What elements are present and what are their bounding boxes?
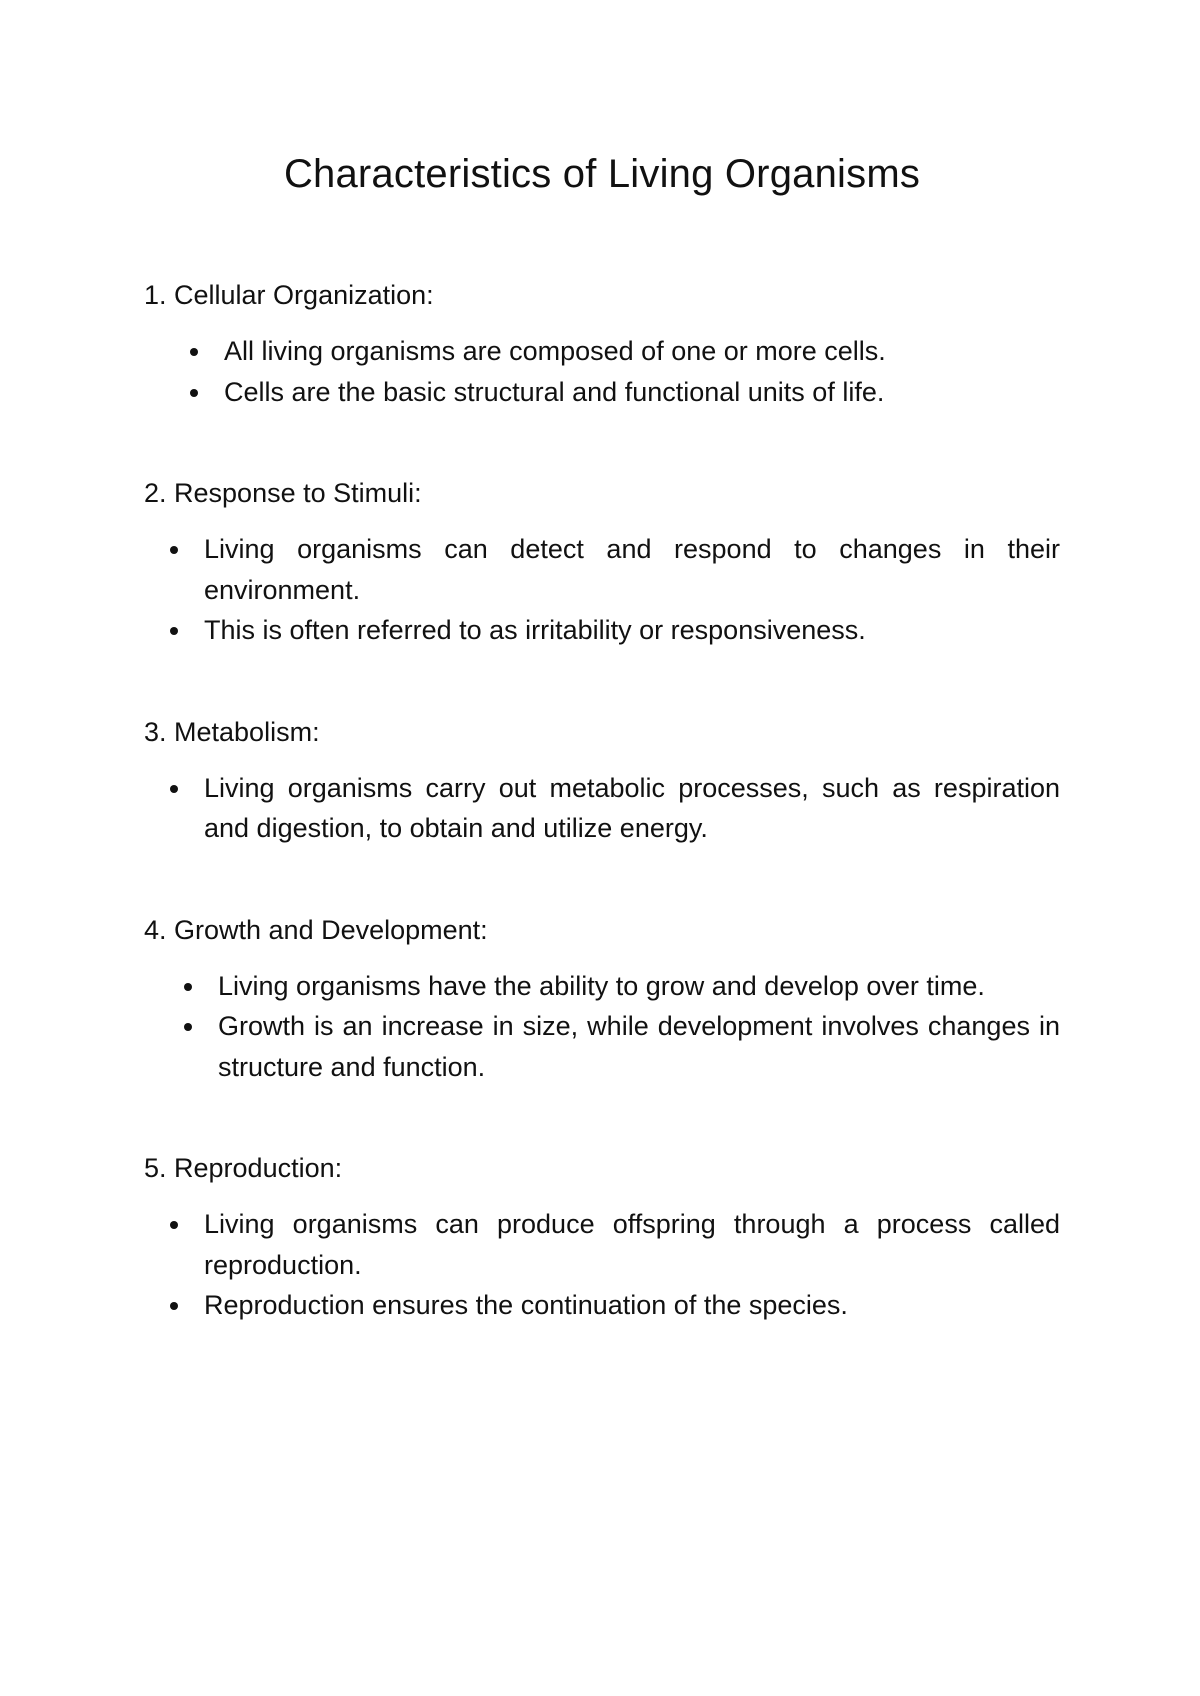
list-item-text: Living organisms carry out metabolic processes, such as respiration and digestion, to obtain and utilize energy. <box>204 772 1060 844</box>
section-heading: 1. Cellular Organization: <box>144 280 434 310</box>
bullet-list <box>144 331 1060 412</box>
bullet-list <box>144 529 1060 651</box>
list-item <box>144 966 1060 1007</box>
bullet-list <box>144 768 1060 849</box>
bullet-icon <box>170 546 178 554</box>
list-item <box>144 768 1060 849</box>
section-heading: 3. Metabolism: <box>144 716 320 747</box>
bullet-list <box>144 966 1060 1088</box>
list-item-text: Growth is an increase in size, while development involves changes in structure and function. <box>218 1011 1060 1082</box>
list-item-text: Reproduction ensures the continuation of the species. <box>204 1290 848 1321</box>
document-title: Characteristics of Living Organisms <box>283 152 921 196</box>
bullet-icon <box>184 1023 192 1031</box>
section-growth-and-development <box>144 913 1060 1088</box>
list-item-text: All living organisms are composed of one or more cells. <box>224 336 886 367</box>
bullet-icon <box>170 785 178 793</box>
list-item <box>144 610 1060 651</box>
section-heading: 5. Reproduction: <box>144 1153 343 1184</box>
section-response-to-stimuli <box>144 476 1060 651</box>
section-reproduction <box>144 1151 1060 1326</box>
list-item-text: Living organisms can detect and respond to changes in their environment. <box>204 534 1060 605</box>
list-item <box>144 1204 1060 1285</box>
list-item <box>144 1285 1060 1326</box>
list-item-text: This is often referred to as irritability or responsiveness. <box>204 615 866 646</box>
bullet-icon <box>190 389 198 397</box>
bullet-icon <box>184 983 192 991</box>
bullet-icon <box>190 348 198 356</box>
bullet-icon <box>170 1302 178 1310</box>
list-item <box>144 529 1060 610</box>
list-item <box>144 1006 1060 1087</box>
bullet-icon <box>170 1221 178 1229</box>
section-cellular-organization <box>144 278 1060 412</box>
section-heading: 4. Growth and Development: <box>144 914 488 945</box>
bullet-list <box>144 1204 1060 1326</box>
bullet-icon <box>170 627 178 635</box>
list-item-text: Living organisms have the ability to grow and develop over time. <box>218 970 985 1001</box>
section-metabolism <box>144 715 1060 849</box>
list-item <box>144 372 1060 413</box>
list-item-text: Cells are the basic structural and functional units of life. <box>224 376 885 407</box>
list-item-text: Living organisms can produce offspring through a process called reproduction. <box>204 1209 1060 1280</box>
section-heading: 2. Response to Stimuli: <box>144 478 422 509</box>
list-item <box>144 331 1060 372</box>
